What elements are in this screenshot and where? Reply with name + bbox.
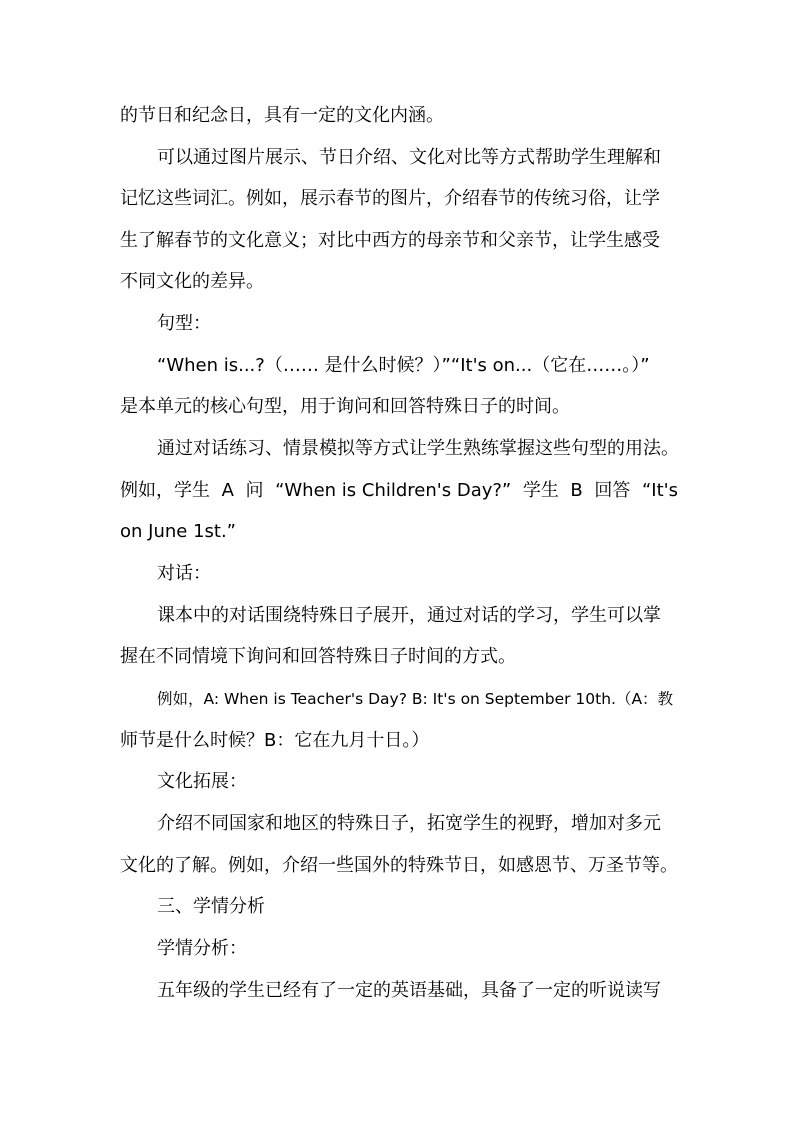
- example-word: 问: [245, 480, 264, 501]
- paragraph-line: “When is...?（…… 是什么时候？）”“It's on...（它在……。）”: [157, 355, 650, 376]
- paragraph-line: 例如，A: When is Teacher's Day? B: It's on September 10th.（A：教: [157, 690, 674, 708]
- paragraph-line: on June 1st.”: [120, 521, 236, 542]
- example-line: [120, 479, 678, 503]
- section-heading: 学情分析：: [157, 938, 247, 959]
- paragraph-line: 握在不同情境下询问和回答特殊日子时间的方式。: [120, 646, 516, 667]
- paragraph-line: 介绍不同国家和地区的特殊日子，拓宽学生的视野，增加对多元: [157, 813, 661, 834]
- section-heading: 文化拓展：: [157, 771, 247, 792]
- paragraph-line: 的节日和纪念日，具有一定的文化内涵。: [120, 105, 444, 126]
- paragraph-line: 不同文化的差异。: [120, 271, 264, 292]
- paragraph-line: 五年级的学生已经有了一定的英语基础，具备了一定的听说读写: [157, 980, 661, 1001]
- paragraph-line: 可以通过图片展示、节日介绍、文化对比等方式帮助学生理解和: [157, 147, 661, 168]
- paragraph-line: 生了解春节的文化意义；对比中西方的母亲节和父亲节，让学生感受: [120, 230, 660, 251]
- example-word: “It's: [641, 480, 678, 501]
- example-word: A: [221, 480, 234, 501]
- example-word: 学生: [522, 480, 559, 501]
- section-heading: 句型：: [157, 313, 211, 334]
- example-word: “When is Children's Day?”: [275, 480, 512, 501]
- example-word: B: [570, 480, 583, 501]
- paragraph-line: 通过对话练习、情景模拟等方式让学生熟练掌握这些句型的用法。: [157, 438, 679, 459]
- example-word: 回答: [594, 480, 631, 501]
- paragraph-line: 是本单元的核心句型，用于询问和回答特殊日子的时间。: [120, 396, 570, 417]
- example-word: 例如，学生: [120, 480, 210, 501]
- paragraph-line: 文化的了解。例如，介绍一些国外的特殊节日，如感恩节、万圣节等。: [120, 855, 678, 876]
- section-heading: 对话：: [157, 563, 211, 584]
- paragraph-line: 记忆这些词汇。例如，展示春节的图片，介绍春节的传统习俗，让学: [120, 188, 660, 209]
- paragraph-line: 课本中的对话围绕特殊日子展开，通过对话的学习，学生可以掌: [157, 605, 661, 626]
- section-heading: 三、学情分析: [157, 896, 265, 917]
- paragraph-line: 师节是什么时候？B：它在九月十日。）: [120, 730, 430, 751]
